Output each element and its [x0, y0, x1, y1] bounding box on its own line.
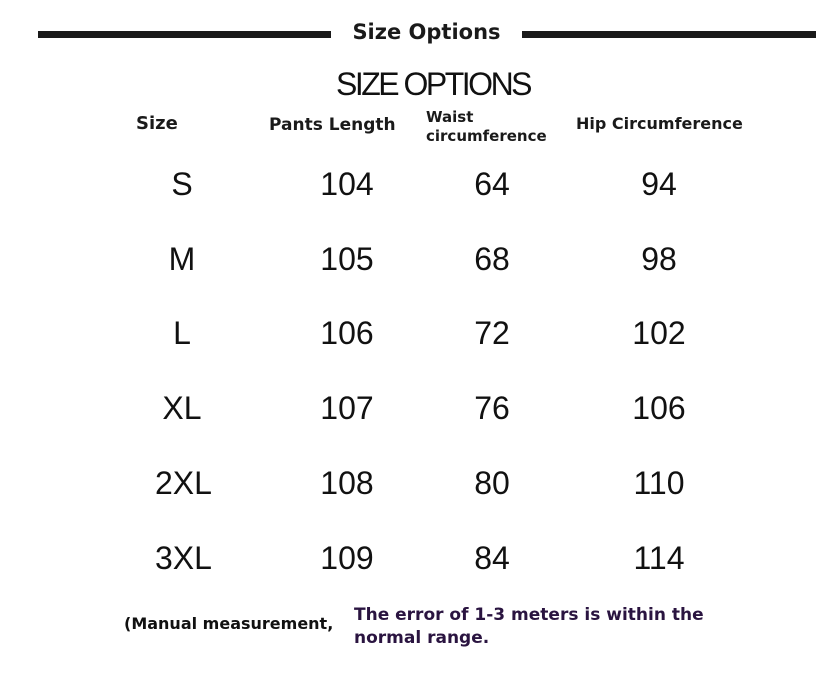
- cell-size: 2XL: [155, 465, 212, 501]
- cell-hip: 110: [633, 465, 685, 501]
- cell-waist: 68: [474, 241, 510, 277]
- cell-hip: 98: [641, 241, 677, 277]
- cell-size: L: [173, 315, 191, 351]
- cell-waist: 64: [474, 166, 510, 202]
- cell-pants-length: 108: [320, 465, 374, 501]
- cell-size: XL: [162, 390, 202, 426]
- cell-hip: 102: [632, 315, 686, 351]
- column-header-pants-length: Pants Length: [269, 115, 396, 135]
- banner-heading: Size Options: [352, 20, 501, 44]
- cell-size: S: [171, 166, 193, 202]
- cell-waist: 84: [474, 540, 510, 576]
- cell-hip: 106: [632, 390, 686, 426]
- error-tolerance-note: The error of 1-3 meters is within the normal range.: [354, 605, 704, 648]
- cell-hip: 114: [633, 540, 685, 576]
- page-title: SIZE OPTIONS: [335, 66, 531, 102]
- column-header-size: Size: [136, 113, 178, 134]
- cell-waist: 72: [474, 315, 510, 351]
- banner-rule-left: [38, 31, 331, 38]
- cell-hip: 94: [641, 166, 677, 202]
- column-header-hip: Hip Circumference: [576, 114, 743, 133]
- cell-size: 3XL: [155, 540, 212, 576]
- cell-waist: 76: [474, 390, 510, 426]
- banner-rule-right: [522, 31, 816, 38]
- cell-waist: 80: [474, 465, 510, 501]
- column-header-waist: Waist circumference: [426, 108, 547, 145]
- cell-pants-length: 105: [320, 241, 374, 277]
- cell-pants-length: 106: [320, 315, 374, 351]
- cell-size: M: [168, 241, 196, 277]
- cell-pants-length: 109: [320, 540, 374, 576]
- measurement-note: (Manual measurement,: [124, 614, 334, 633]
- cell-pants-length: 107: [320, 390, 374, 426]
- cell-pants-length: 104: [320, 166, 374, 202]
